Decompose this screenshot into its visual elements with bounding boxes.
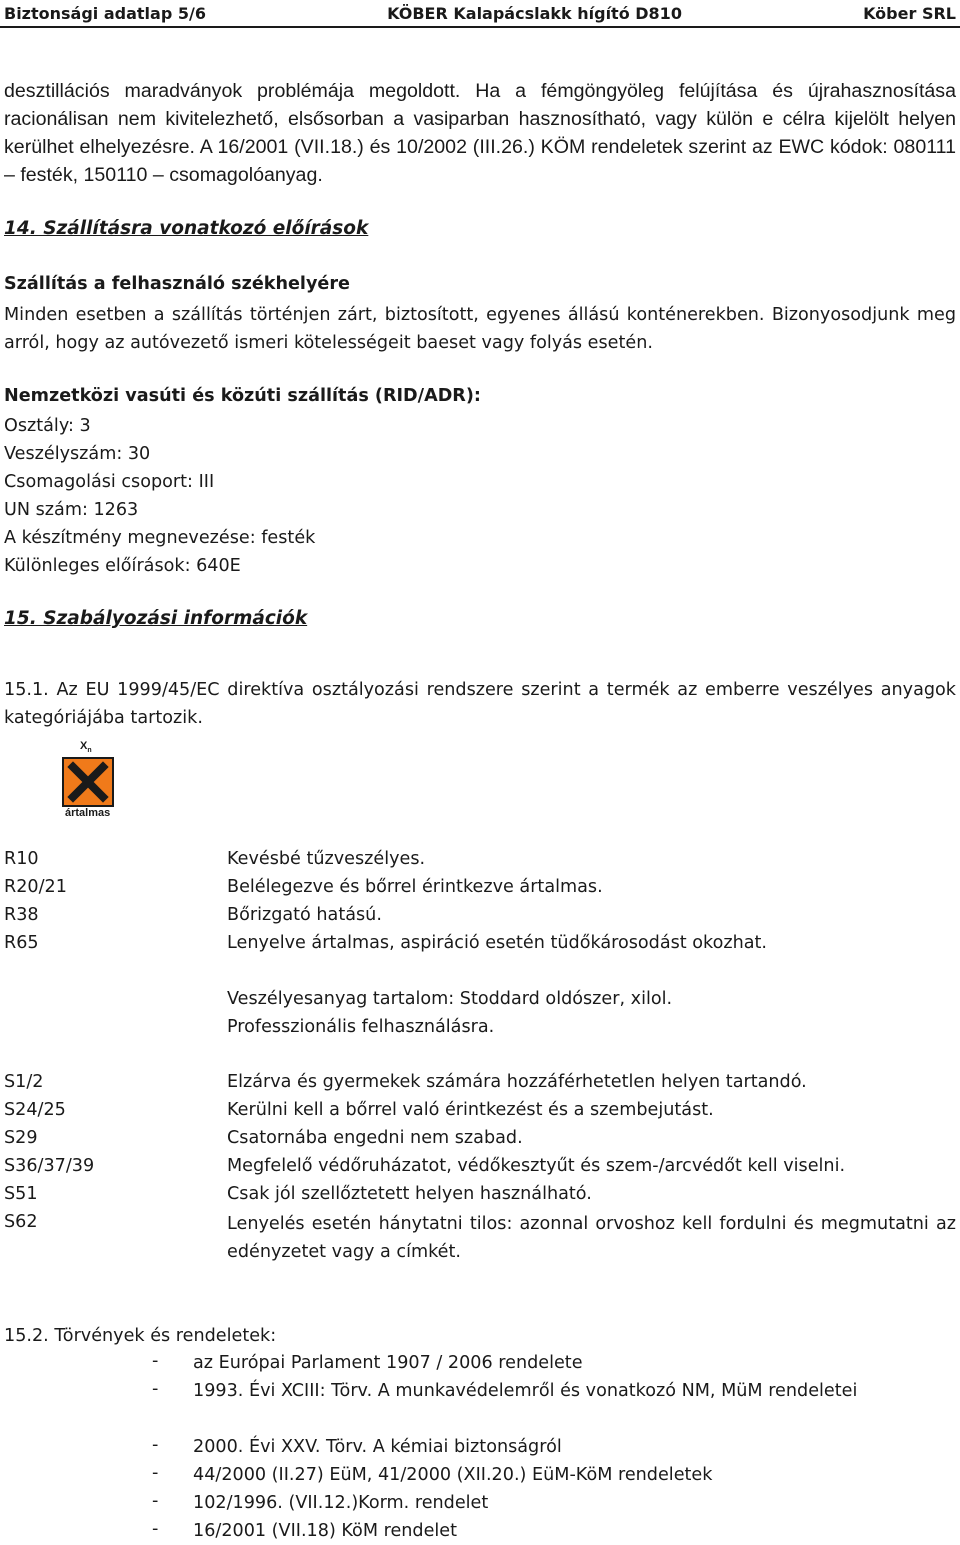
transport-special-provisions: Különleges előírások: 640E (4, 556, 241, 576)
transport-class: Osztály: 3 (4, 416, 91, 436)
section-14-subheading-rid-adr: Nemzetközi vasúti és közúti szállítás (RID/ADR): (4, 386, 481, 406)
section-14-paragraph: Minden esetben a szállítás történjen zárt, biztosított, egyenes állású konténerekben. Bizonyosodjunk meg arról, hogy az autóvezető ismeri kötelességeit baeset vagy folyás esetén. (4, 305, 956, 353)
section-14-subheading-local: Szállítás a felhasználó székhelyére (4, 274, 350, 294)
hazard-code: $X_n$ (80, 740, 92, 755)
law-item: 1993. Évi XCIII: Törv. A munkavédelemről és vonatkozó NM, MüM rendeletei (193, 1381, 858, 1401)
list-bullet: - (152, 1379, 159, 1399)
law-item: az Európai Parlament 1907 / 2006 rendelete (193, 1353, 583, 1373)
transport-packing-group: Csomagolási csoport: III (4, 472, 215, 492)
list-bullet: - (152, 1435, 159, 1455)
law-item: 102/1996. (VII.12.)Korm. rendelet (193, 1493, 489, 1513)
list-bullet: - (152, 1351, 159, 1371)
law-item: 16/2001 (VII.18) KöM rendelet (193, 1521, 458, 1541)
r-phrase-text: Kevésbé tűzveszélyes. (227, 849, 426, 869)
r-phrase-code: R10 (4, 849, 39, 869)
hazard-label: ártalmas (65, 807, 111, 819)
law-item: 44/2000 (II.27) EüM, 41/2000 (XII.20.) EüM-KöM rendeletek (193, 1465, 713, 1485)
hazard-pictogram (62, 740, 114, 820)
page-header (0, 0, 960, 28)
s-phrase-code: S51 (4, 1184, 38, 1204)
r-phrase-code: R38 (4, 905, 39, 925)
list-bullet: - (152, 1519, 159, 1539)
s-phrase-code: S36/37/39 (4, 1156, 95, 1176)
hazardous-content-note: Veszélyesanyag tartalom: Stoddard oldószer, xilol. (227, 989, 673, 1009)
transport-un-number: UN szám: 1263 (4, 500, 139, 520)
r-phrase-text: Lenyelve ártalmas, aspiráció esetén tüdőkárosodást okozhat. (227, 933, 768, 953)
header-company: Köber SRL (863, 3, 956, 23)
section-15-1-paragraph: 15.1. Az EU 1999/45/EC direktíva osztályozási rendszere szerint a termék az emberre veszélyes anyagok kategóriájába tartozik. (4, 680, 956, 728)
s-phrase-text: Csatornába engedni nem szabad. (227, 1128, 523, 1148)
r-phrase-text: Bőrizgató hatású. (227, 905, 382, 925)
harmful-cross-icon (62, 757, 114, 807)
header-product-name: KÖBER Kalapácslakk hígító D810 (387, 3, 682, 23)
header-doc-page: Biztonsági adatlap 5/6 (4, 3, 206, 23)
section-14-title: 14. Szállításra vonatkozó előírások (4, 218, 369, 239)
list-bullet: - (152, 1463, 159, 1483)
s-phrase-code: S24/25 (4, 1100, 66, 1120)
r-phrase-code: R20/21 (4, 877, 67, 897)
r-phrase-code: R65 (4, 933, 39, 953)
transport-product-name: A készítmény megnevezése: festék (4, 528, 316, 548)
professional-use-note: Professzionális felhasználásra. (227, 1017, 495, 1037)
s-phrase-text: Csak jól szellőztetett helyen használható. (227, 1184, 592, 1204)
section-15-title: 15. Szabályozási információk (4, 608, 308, 629)
section-15-2-title: 15.2. Törvények és rendeletek: (4, 1326, 277, 1346)
s-phrase-text: Elzárva és gyermekek számára hozzáférhetetlen helyen tartandó. (227, 1072, 807, 1092)
intro-paragraph: desztillációs maradványok problémája megoldott. Ha a fémgöngyöleg felújítása és újrahasznosítása racionálisan nem kivitelezhető, elsősorban a vasiparban hasznosítható, vagy külön e célra kijelölt helyen kerülhet elhelyezésre. A 16/2001 (VII.18.) és 10/2002 (III.26.) KÖM rendeletek szerint az EWC kódok: 080111 – festék, 150110 – csomagolóanyag. (4, 80, 956, 186)
s-phrase-text: Kerülni kell a bőrrel való érintkezést és a szembejutást. (227, 1100, 714, 1120)
law-item: 2000. Évi XXV. Törv. A kémiai biztonságról (193, 1437, 562, 1457)
s-phrase-code: S1/2 (4, 1072, 44, 1092)
r-phrase-text: Belélegezve és bőrrel érintkezve ártalmas. (227, 877, 603, 897)
transport-hazard-number: Veszélyszám: 30 (4, 444, 151, 464)
s-phrase-text: Megfelelő védőruházatot, védőkesztyűt és szem-/arcvédőt kell viselni. (227, 1156, 846, 1176)
s-phrase-code: S62 (4, 1212, 38, 1232)
s-phrase-code: S29 (4, 1128, 38, 1148)
list-bullet: - (152, 1491, 159, 1511)
s-phrase-text: Lenyelés esetén hánytatni tilos: azonnal orvoshoz kell fordulni és megmutatni az edényzetet vagy a címkét. (227, 1214, 956, 1262)
